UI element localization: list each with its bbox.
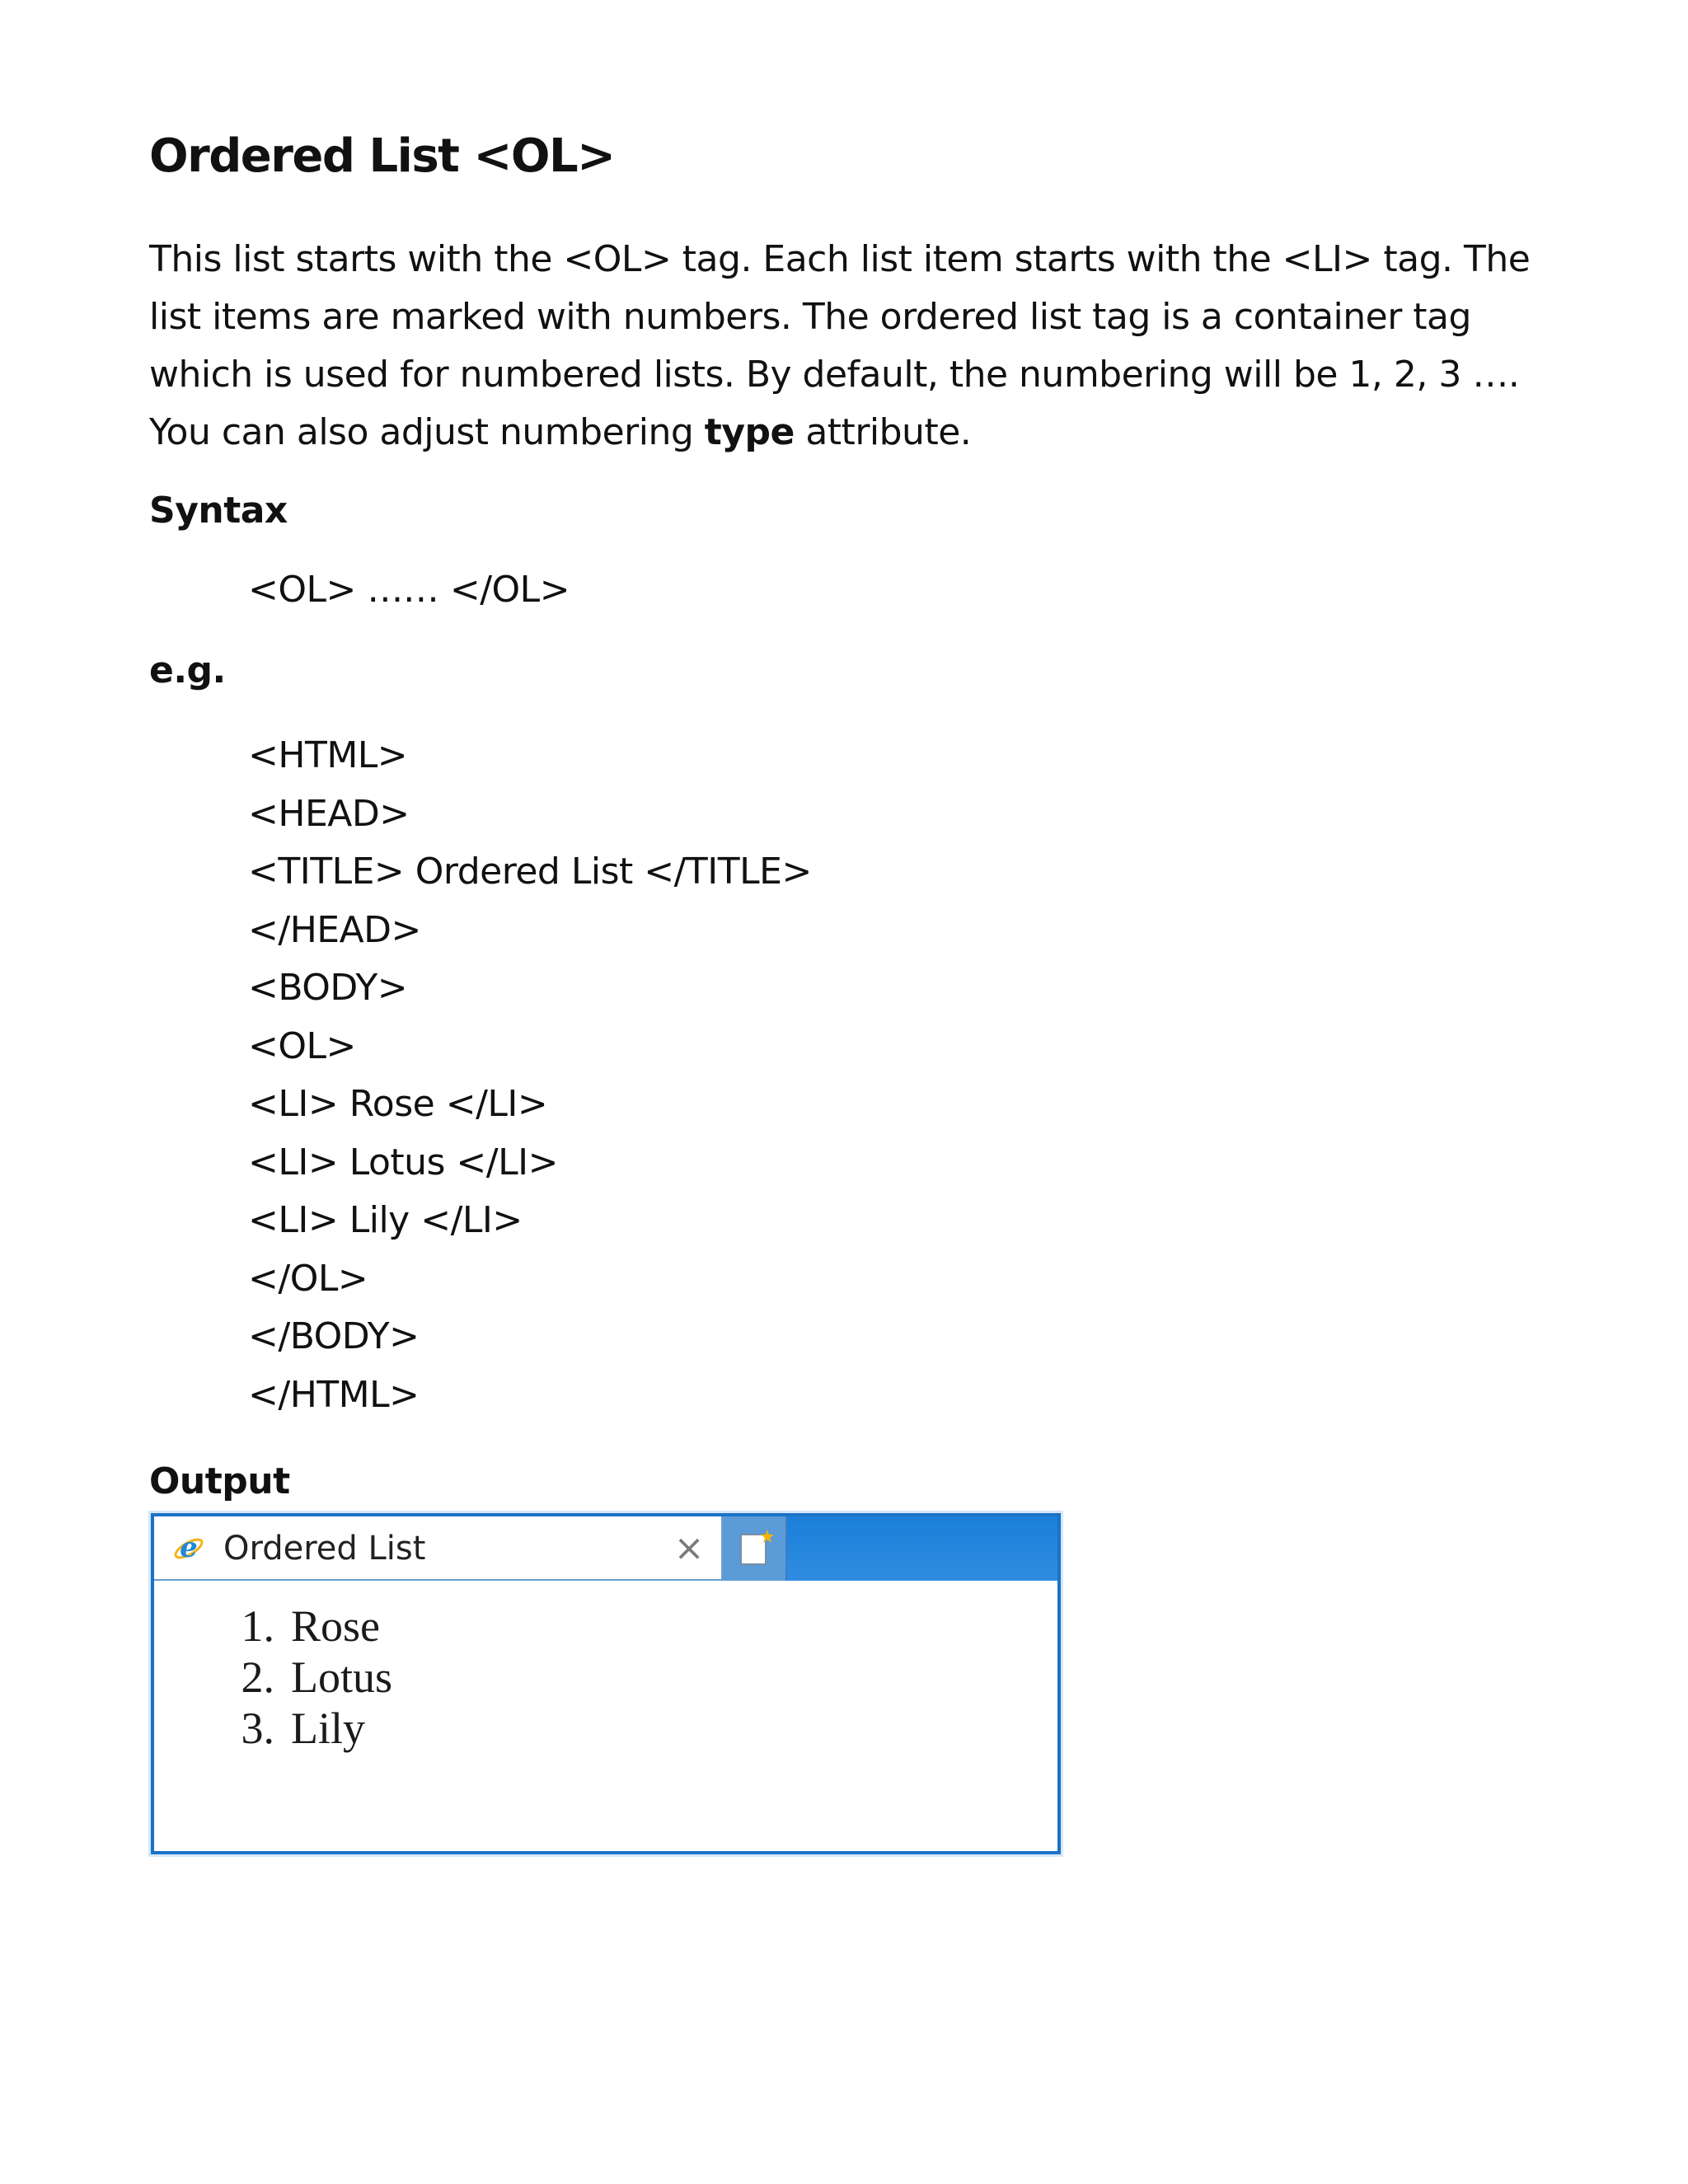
close-icon[interactable]: × (673, 1527, 705, 1569)
code-line: <BODY> (248, 967, 408, 1009)
code-line: </HTML> (248, 1373, 420, 1416)
code-line: <LI> Rose </LI> (248, 1083, 548, 1125)
code-line: <HEAD> (248, 792, 410, 835)
code-line: <OL> (248, 1024, 356, 1067)
browser-window-screenshot (151, 1513, 1061, 1854)
tab-bar (154, 1516, 1057, 1581)
list-item (233, 1652, 392, 1703)
syntax-line: <OL> …… </OL> (248, 569, 570, 611)
intro-bold-keyword: type (704, 411, 795, 453)
code-line: <LI> Lily </LI> (248, 1199, 523, 1241)
code-line: </HEAD> (248, 908, 421, 951)
intro-paragraph (149, 231, 1550, 462)
intro-line: list items are marked with numbers. The ordered list tag is a container tag (149, 296, 1471, 338)
ordered-list-output (233, 1601, 392, 1754)
list-number: 1. (241, 1601, 274, 1651)
code-line: </BODY> (248, 1315, 420, 1357)
list-item-text: Lotus (291, 1652, 393, 1702)
list-number: 2. (241, 1652, 274, 1702)
code-example (248, 727, 1550, 1424)
list-number: 3. (241, 1704, 274, 1753)
intro-line: This list starts with the <OL> tag. Each list item starts with the <LI> tag. The (149, 238, 1531, 280)
internet-explorer-icon (172, 1531, 205, 1564)
tab-title: Ordered List (223, 1530, 426, 1568)
output-heading: Output (149, 1460, 290, 1502)
svg-text:e: e (180, 1531, 198, 1564)
intro-text: You can also adjust numbering (149, 411, 705, 453)
list-item-text: Lily (291, 1704, 365, 1753)
intro-text: attribute. (794, 411, 972, 453)
list-item (233, 1703, 392, 1754)
code-line: <TITLE> Ordered List </TITLE> (248, 851, 812, 893)
code-line: <LI> Lotus </LI> (248, 1141, 558, 1183)
syntax-heading: Syntax (149, 490, 288, 532)
browser-viewport (154, 1581, 1057, 1851)
new-tab-button[interactable] (723, 1516, 787, 1581)
page-title: Ordered List <OL> (149, 129, 615, 183)
example-heading: e.g. (149, 649, 226, 691)
code-line: </OL> (248, 1257, 368, 1300)
list-item (233, 1601, 392, 1652)
code-line: <HTML> (248, 734, 408, 776)
list-item-text: Rose (291, 1601, 380, 1651)
new-tab-icon (738, 1528, 774, 1568)
tab-ordered-list[interactable] (154, 1516, 723, 1581)
intro-line (149, 404, 1550, 462)
intro-line: which is used for numbered lists. By default, the numbering will be 1, 2, 3 …. (149, 354, 1520, 396)
document-page (149, 124, 1550, 1507)
